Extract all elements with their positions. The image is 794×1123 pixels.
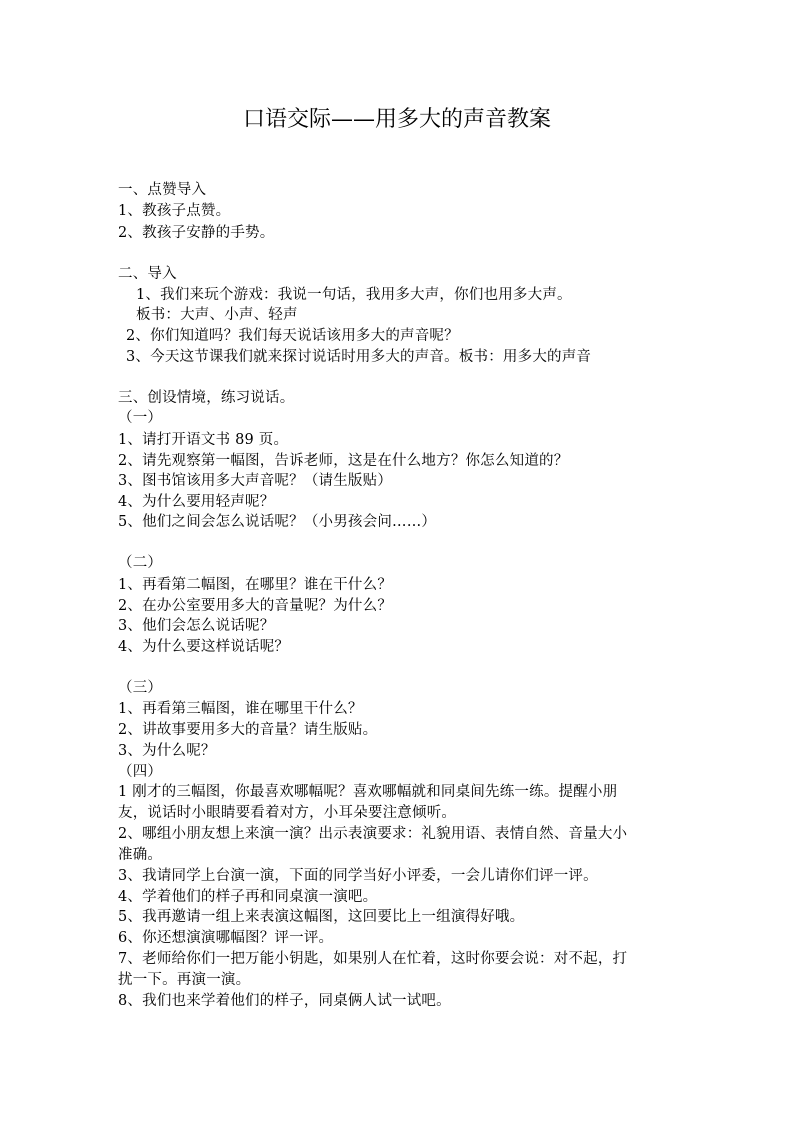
subsection-label: （三） (118, 680, 163, 696)
list-item: 4、学着他们的样子再和同桌演一演吧。 (118, 889, 378, 905)
list-item: 2、请先观察第一幅图，告诉老师，这是在什么地方？你怎么知道的？ (118, 453, 569, 469)
list-item: 3、图书馆该用多大声音呢？（请生版贴） (118, 473, 393, 489)
list-item: 2、教孩子安静的手势。 (118, 225, 275, 241)
section-heading: 三、创设情境，练习说话。 (118, 390, 295, 406)
list-item: 2、在办公室要用多大的音量呢？为什么？ (118, 598, 393, 614)
page-title: 口语交际——用多大的声音教案 (242, 107, 551, 132)
subsection-label: （一） (118, 410, 163, 426)
list-item: 6、你还想演演哪幅图？评一评。 (118, 930, 334, 946)
list-item: 扰一下。再演一演。 (118, 972, 251, 988)
list-item: 5、他们之间会怎么说话呢？（小男孩会问……） (118, 514, 437, 530)
subsection-label: （二） (118, 555, 163, 571)
list-item: 1 刚才的三幅图，你最喜欢哪幅呢？喜欢哪幅就和同桌间先练一练。提醒小朋 (118, 784, 618, 800)
list-item: 3、今天这节课我们就来探讨说话时用多大的声音。板书：用多大的声音 (126, 349, 592, 365)
list-item: 板书：大声、小声、轻声 (136, 307, 298, 323)
list-item: 4、为什么要这样说话呢？ (118, 639, 290, 655)
list-item: 1、再看第二幅图，在哪里？谁在干什么？ (118, 577, 393, 593)
list-item: 3、他们会怎么说话呢？ (118, 618, 275, 634)
list-item: 友，说话时小眼睛要看着对方，小耳朵要注意倾听。 (118, 805, 457, 821)
section-heading: 一、点赞导入 (118, 182, 207, 198)
list-item: 2、讲故事要用多大的音量？请生版贴。 (118, 722, 378, 738)
list-item: 8、我们也来学着他们的样子，同桌俩人试一试吧。 (118, 993, 451, 1009)
list-item: 2、哪组小朋友想上来演一演？出示表演要求：礼貌用语、表情自然、音量大小 (118, 826, 628, 842)
list-item: 3、我请同学上台演一演，下面的同学当好小评委，一会儿请你们评一评。 (118, 868, 598, 884)
list-item: 5、我再邀请一组上来表演这幅图，这回要比上一组演得好哦。 (118, 909, 525, 925)
list-item: 准确。 (118, 847, 163, 863)
list-item: 1、教孩子点赞。 (118, 203, 231, 219)
list-item: 3、为什么呢？ (118, 743, 216, 759)
list-item: 1、再看第三幅图，谁在哪里干什么？ (118, 701, 363, 717)
list-item: 1、请打开语文书 89 页。 (118, 432, 289, 448)
subsection-label: （四） (118, 764, 163, 780)
section-heading: 二、导入 (118, 266, 177, 282)
list-item: 1、我们来玩个游戏：我说一句话，我用多大声，你们也用多大声。 (136, 287, 572, 303)
list-item: 7、老师给你们一把万能小钥匙，如果别人在忙着，这时你要会说：对不起，打 (118, 951, 628, 967)
list-item: 4、为什么要用轻声呢？ (118, 494, 275, 510)
list-item: 2、你们知道吗？我们每天说话该用多大的声音呢？ (126, 328, 459, 344)
